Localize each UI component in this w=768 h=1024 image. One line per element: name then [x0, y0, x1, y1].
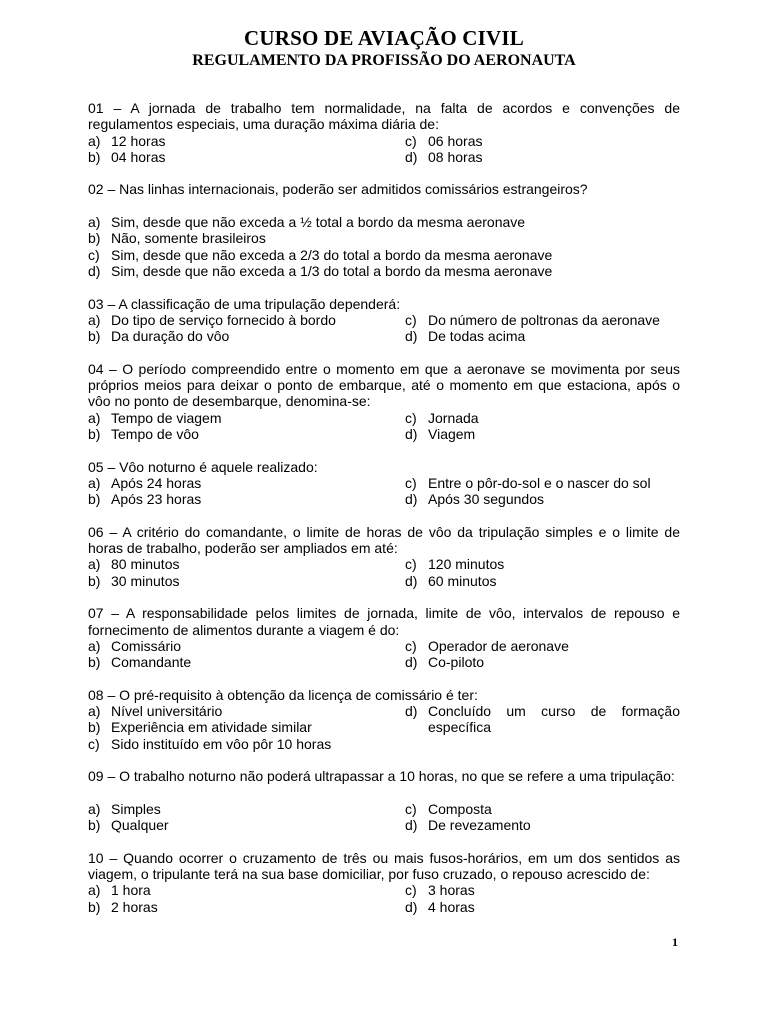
- option-letter: c): [405, 132, 417, 149]
- option-text: Sim, desde que não exceda a ½ total a bordo da mesma aeronave: [111, 214, 526, 231]
- option-text: Comandante: [111, 654, 192, 671]
- option-text: Simples: [111, 800, 161, 817]
- option-c: [405, 410, 680, 426]
- option-text: Operador de aeronave: [428, 637, 569, 654]
- option-a: [88, 882, 405, 898]
- option-text: Da duração do vôo: [111, 328, 230, 345]
- option-c: [405, 638, 680, 654]
- option-a: [88, 638, 405, 654]
- option-c: [405, 312, 680, 328]
- option-b: [88, 491, 405, 507]
- option-letter: c): [405, 800, 417, 817]
- option-letter: c): [405, 882, 417, 899]
- option-text: Não, somente brasileiros: [111, 230, 266, 247]
- option-text: Qualquer: [111, 817, 169, 834]
- option-d: [88, 263, 680, 279]
- answer-options: [88, 638, 680, 671]
- option-letter: c): [405, 474, 417, 491]
- option-letter: b): [88, 654, 101, 671]
- option-letter: d): [405, 702, 418, 719]
- question-10: [88, 850, 680, 915]
- option-text: 120 minutos: [428, 556, 505, 573]
- option-letter: d): [405, 328, 418, 345]
- option-text: Nível universitário: [111, 702, 223, 719]
- option-d: [405, 703, 680, 736]
- option-letter: a): [88, 311, 101, 328]
- question-stem: 05 – Vôo noturno é aquele realizado:: [88, 458, 318, 475]
- option-text: Experiência em atividade similar: [111, 719, 312, 736]
- option-letter: d): [405, 148, 418, 165]
- option-d: [405, 149, 680, 165]
- option-text: Comissário: [111, 637, 182, 654]
- answer-options: [88, 410, 680, 443]
- option-text: 3 horas: [428, 882, 475, 899]
- option-letter: c): [88, 735, 100, 752]
- option-letter: a): [88, 702, 101, 719]
- option-d: [405, 654, 680, 670]
- option-text: Concluído um curso de formação específica: [428, 702, 680, 736]
- option-b: [88, 328, 405, 344]
- question-stem: 02 – Nas linhas internacionais, poderão ser admitidos comissários estrangeiros?: [88, 181, 588, 198]
- option-b: [88, 817, 405, 833]
- question-04: [88, 361, 680, 442]
- option-letter: b): [88, 425, 101, 442]
- option-text: Jornada: [428, 409, 479, 426]
- option-c: [405, 475, 680, 491]
- option-letter: b): [88, 817, 101, 834]
- option-a: [88, 133, 405, 149]
- option-letter: d): [405, 491, 418, 508]
- question-stem: 10 – Quando ocorrer o cruzamento de três ou mais fusos-horários, em um dos sentidos as viagem, o tripulante terá na sua base domiciliar, por fuso cruzado, o repouso acrescido de:: [88, 849, 680, 882]
- option-text: Sim, desde que não exceda a 1/3 do total a bordo da mesma aeronave: [111, 262, 553, 279]
- option-b: [88, 719, 405, 735]
- option-letter: b): [88, 719, 101, 736]
- question-05: [88, 459, 680, 508]
- option-d: [405, 817, 680, 833]
- option-letter: d): [405, 654, 418, 671]
- option-c: [405, 556, 680, 572]
- option-a: [88, 475, 405, 491]
- question-09: [88, 768, 680, 833]
- page-number: 1: [672, 935, 678, 949]
- option-letter: a): [88, 800, 101, 817]
- option-text: Entre o pôr-do-sol e o nascer do sol: [428, 474, 651, 491]
- option-letter: a): [88, 409, 101, 426]
- question-stem: 06 – A critério do comandante, o limite de horas de vôo da tripulação simples e o limite de horas de trabalho, poderão ser ampliados em até:: [88, 523, 680, 557]
- option-text: Composta: [428, 800, 492, 817]
- option-letter: b): [88, 328, 101, 345]
- option-c: [405, 133, 680, 149]
- option-text: De todas acima: [428, 328, 526, 345]
- option-d: [405, 573, 680, 589]
- option-letter: d): [405, 572, 418, 589]
- question-stem: 09 – O trabalho noturno não poderá ultrapassar a 10 horas, no que se refere a uma tripulação:: [88, 768, 675, 785]
- option-letter: c): [88, 246, 100, 263]
- option-letter: d): [405, 425, 418, 442]
- option-text: Tempo de vôo: [111, 425, 199, 442]
- option-letter: a): [88, 474, 101, 491]
- option-text: Sido instituído em vôo pôr 10 horas: [111, 735, 332, 752]
- question-07: [88, 605, 680, 670]
- option-letter: c): [405, 637, 417, 654]
- option-text: 08 horas: [428, 148, 483, 165]
- option-d: [405, 328, 680, 344]
- option-c: [88, 736, 405, 752]
- option-letter: a): [88, 132, 101, 149]
- question-01: [88, 100, 680, 165]
- option-letter: c): [405, 556, 417, 573]
- option-letter: a): [88, 214, 101, 231]
- option-b: [88, 149, 405, 165]
- option-text: 1 hora: [111, 882, 151, 899]
- option-d: [405, 426, 680, 442]
- option-b: [88, 573, 405, 589]
- option-c: [88, 247, 680, 263]
- option-text: 30 minutos: [111, 572, 180, 589]
- option-a: [88, 214, 680, 230]
- option-text: Após 30 segundos: [428, 491, 544, 508]
- option-text: 2 horas: [111, 898, 158, 915]
- option-b: [88, 654, 405, 670]
- option-letter: b): [88, 572, 101, 589]
- question-06: [88, 524, 680, 589]
- answer-options: [88, 556, 680, 589]
- option-b: [88, 426, 405, 442]
- option-letter: a): [88, 637, 101, 654]
- option-text: Após 24 horas: [111, 474, 202, 491]
- question-stem: 01 – A jornada de trabalho tem normalidade, na falta de acordos e convenções de regulamentos especiais, uma duração máxima diária de:: [88, 100, 680, 133]
- option-a: [88, 801, 405, 817]
- answer-options: [88, 882, 680, 915]
- answer-options: [88, 475, 680, 508]
- option-letter: b): [88, 898, 101, 915]
- option-letter: b): [88, 491, 101, 508]
- option-text: 60 minutos: [428, 572, 497, 589]
- option-text: 80 minutos: [111, 556, 180, 573]
- answer-options: [88, 214, 680, 279]
- option-text: Tempo de viagem: [111, 409, 222, 426]
- document-title: CURSO DE AVIAÇÃO CIVIL: [244, 26, 524, 50]
- option-letter: c): [405, 311, 417, 328]
- option-text: Viagem: [428, 425, 476, 442]
- option-letter: a): [88, 556, 101, 573]
- option-text: Sim, desde que não exceda a 2/3 do total a bordo da mesma aeronave: [111, 246, 553, 263]
- question-stem: 07 – A responsabilidade pelos limites de jornada, limite de vôo, intervalos de repouso e fornecimento de alimentos durante a viagem é do:: [88, 605, 680, 638]
- option-letter: d): [88, 262, 101, 279]
- option-letter: d): [405, 817, 418, 834]
- answer-options: [88, 133, 680, 166]
- question-stem: 08 – O pré-requisito à obtenção da licença de comissário é ter:: [88, 686, 478, 703]
- option-c: [405, 882, 680, 898]
- question-stem: 04 – O período compreendido entre o momento em que a aeronave se movimenta por seus próprios meios para deixar o ponto de embarque, até o momento em que estaciona, após o vôo no ponto de desembarque, denomina-se:: [88, 360, 680, 410]
- option-text: 12 horas: [111, 132, 166, 149]
- question-list: [88, 100, 680, 931]
- answer-column-left: [88, 703, 405, 752]
- option-letter: a): [88, 882, 101, 899]
- option-letter: d): [405, 898, 418, 915]
- option-c: [405, 801, 680, 817]
- option-b: [88, 230, 680, 246]
- question-stem: 03 – A classificação de uma tripulação dependerá:: [88, 295, 401, 312]
- question-03: [88, 296, 680, 345]
- answer-options: [88, 312, 680, 345]
- option-a: [88, 410, 405, 426]
- option-letter: c): [405, 409, 417, 426]
- option-a: [88, 703, 405, 719]
- option-text: Do tipo de serviço fornecido à bordo: [111, 311, 336, 328]
- question-08: [88, 687, 680, 752]
- option-text: 4 horas: [428, 898, 475, 915]
- option-text: 06 horas: [428, 132, 483, 149]
- option-text: Co-piloto: [428, 654, 485, 671]
- option-d: [405, 491, 680, 507]
- option-b: [88, 899, 405, 915]
- answer-column-right: [405, 703, 680, 752]
- answer-options: [88, 703, 680, 752]
- document-subtitle: REGULAMENTO DA PROFISSÃO DO AERONAUTA: [192, 52, 576, 69]
- option-text: 04 horas: [111, 148, 166, 165]
- option-text: Do número de poltronas da aeronave: [428, 311, 660, 328]
- option-letter: b): [88, 148, 101, 165]
- question-02: [88, 181, 680, 279]
- answer-options: [88, 801, 680, 834]
- option-d: [405, 899, 680, 915]
- option-text: Após 23 horas: [111, 491, 202, 508]
- option-text: De revezamento: [428, 817, 531, 834]
- option-a: [88, 556, 405, 572]
- option-letter: b): [88, 230, 101, 247]
- option-a: [88, 312, 405, 328]
